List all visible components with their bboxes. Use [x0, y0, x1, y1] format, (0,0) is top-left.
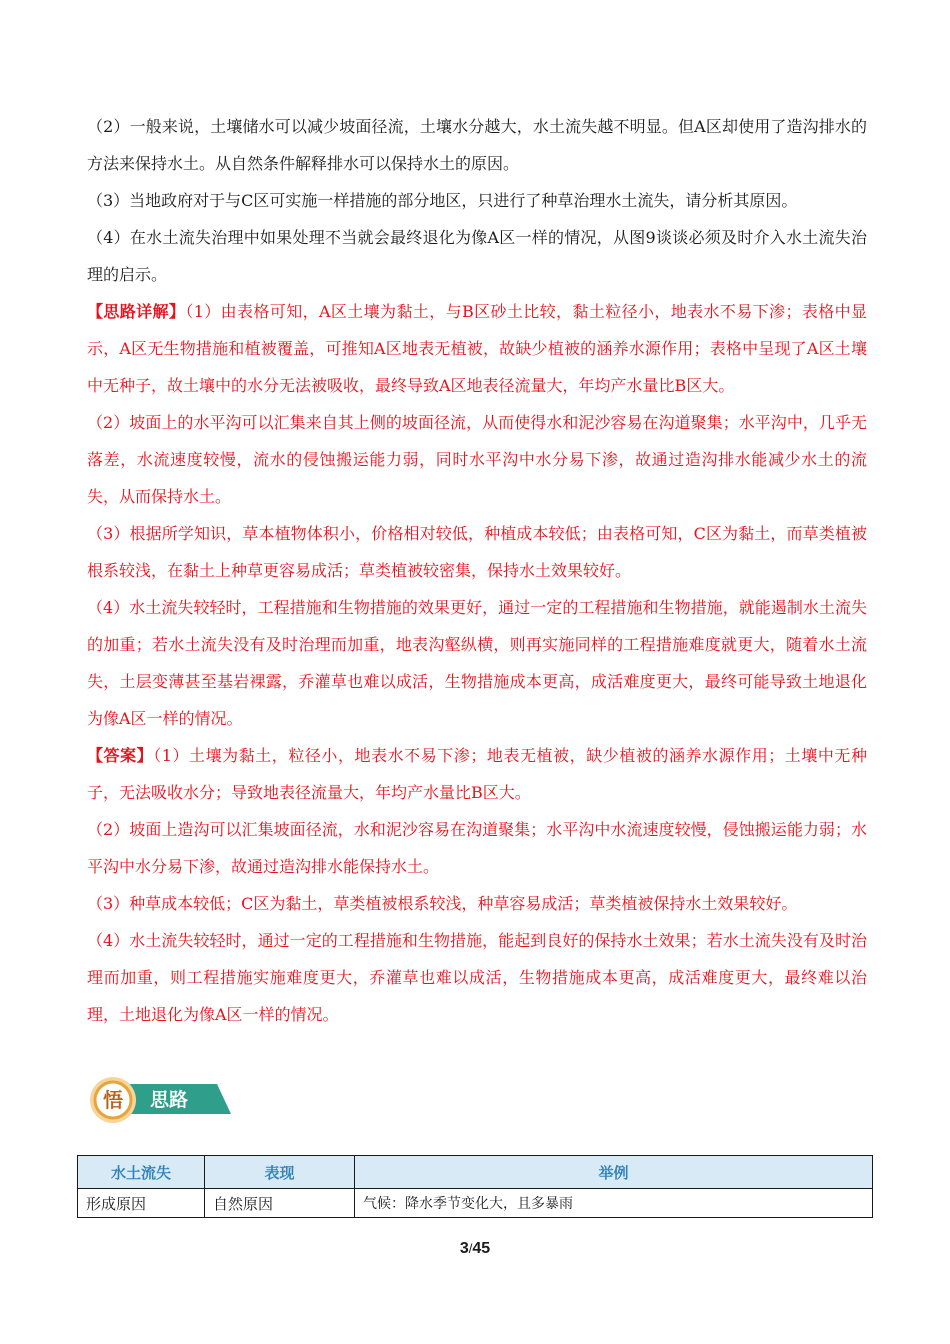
- page-current: 3: [459, 1240, 469, 1257]
- table-row: [78, 1189, 873, 1218]
- analysis-part-3: （3）根据所学知识，草本植物体积小，价格相对较低，种植成本较低；由表格可知，C区为黏土，而草类植被根系较浅，在黏土上种草更容易成活；草类植被较密集，保持水土效果较好。: [87, 524, 867, 580]
- section-logo: [89, 1076, 231, 1124]
- table-header-cell: 举例: [355, 1156, 873, 1189]
- answer-label: 【答案】: [87, 746, 154, 765]
- answer-part-3: （3）种草成本较低；C区为黏土，草类植被根系较浅，种草容易成活；草类植被保持水土效果较好。: [87, 894, 798, 913]
- table-cell: 自然原因: [205, 1189, 355, 1218]
- table-header-cell: 水土流失: [78, 1156, 205, 1189]
- table-cell: 气候：降水季节变化大，且多暴雨: [355, 1189, 873, 1218]
- answer-part-2: （2）坡面上造沟可以汇集坡面径流，水和泥沙容易在沟道聚集；水平沟中水流速度较慢，侵蚀搬运能力弱；水平沟中水分易下渗，故通过造沟排水能保持水土。: [87, 820, 867, 876]
- page-total: 45: [472, 1240, 491, 1257]
- summary-table: [77, 1155, 873, 1218]
- table-header-cell: 表现: [205, 1156, 355, 1189]
- question-3: （3）当地政府对于与C区可实施一样措施的部分地区，只进行了种草治理水土流失，请分析其原因。: [87, 191, 798, 210]
- answer-part-1: [87, 737, 867, 811]
- question-4: （4）在水土流失治理中如果处理不当就会最终退化为像A区一样的情况，从图9谈谈必须及时介入水土流失治理的启示。: [87, 228, 867, 284]
- badge-character: 悟: [103, 1088, 123, 1112]
- page-separator: /: [468, 1241, 473, 1256]
- analysis-part-4: （4）水土流失较轻时，工程措施和生物措施的效果更好，通过一定的工程措施和生物措施，就能遏制水土流失的加重；若水土流失没有及时治理而加重，地表沟壑纵横，则再实施同样的工程措施难度就更大，随着水土流失，土层变薄甚至基岩裸露，乔灌草也难以成活，生物措施成本更高，成活难度更大，最终可能导致土地退化为像A区一样的情况。: [87, 598, 867, 728]
- analysis-text-1: （1）由表格可知，A区土壤为黏土，与B区砂土比较，黏土粒径小，地表水不易下渗；表格中显示，A区无生物措施和植被覆盖，可推知A区地表无植被，故缺少植被的涵养水源作用；表格中呈现了A区土壤中无种子，故土壤中的水分无法被吸收，最终导致A区地表径流量大，年均产水量比B区大。: [87, 302, 867, 395]
- analysis-part-1: [87, 293, 867, 404]
- page-number: [0, 1240, 950, 1258]
- table-cell: 形成原因: [78, 1189, 205, 1218]
- section-title: 思路: [149, 1089, 189, 1111]
- answer-text-1: （1）土壤为黏土，粒径小，地表水不易下渗；地表无植被，缺少植被的涵养水源作用；土壤中无种子，无法吸收水分；导致地表径流量大，年均产水量比B区大。: [87, 746, 867, 802]
- document-body: [87, 108, 867, 1033]
- question-2: （2）一般来说，土壤储水可以减少坡面径流，土壤水分越大，水土流失越不明显。但A区却使用了造沟排水的方法来保持水土。从自然条件解释排水可以保持水土的原因。: [87, 117, 867, 173]
- table-header-row: [78, 1156, 873, 1189]
- analysis-part-2: （2）坡面上的水平沟可以汇集来自其上侧的坡面径流，从而使得水和泥沙容易在沟道聚集；水平沟中，几乎无落差，水流速度较慢，流水的侵蚀搬运能力弱，同时水平沟中水分易下渗，故通过造沟排水能减少水土的流失，从而保持水土。: [87, 413, 867, 506]
- answer-part-4: （4）水土流失较轻时，通过一定的工程措施和生物措施，能起到良好的保持水土效果；若水土流失没有及时治理而加重，则工程措施实施难度更大，乔灌草也难以成活，生物措施成本更高，成活难度更大，最终难以治理，土地退化为像A区一样的情况。: [87, 931, 867, 1024]
- analysis-label: 【思路详解】: [87, 302, 186, 321]
